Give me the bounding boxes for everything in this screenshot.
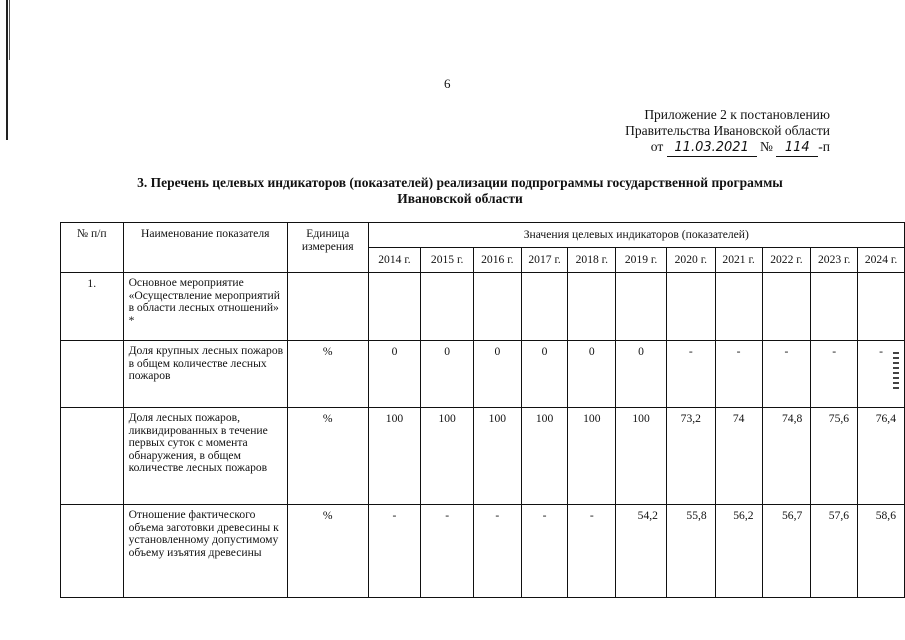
indicator-name: Основное мероприятие «Осуществление мероприятий в области лесных отношений» * xyxy=(123,273,287,341)
value-cell: 0 xyxy=(421,341,474,408)
value-cell: - xyxy=(715,341,762,408)
value-cell: - xyxy=(521,505,568,598)
value-cell: 100 xyxy=(616,408,667,505)
value-cell: 0 xyxy=(521,341,568,408)
value-cell xyxy=(858,273,905,341)
value-cell: 55,8 xyxy=(666,505,715,598)
value-cell xyxy=(421,273,474,341)
value-cell: 0 xyxy=(568,341,616,408)
value-cell: 56,7 xyxy=(762,505,811,598)
resolution-date: 11.03.2021 xyxy=(667,140,757,157)
value-cell: 100 xyxy=(473,408,521,505)
value-cell: 100 xyxy=(421,408,474,505)
row-number xyxy=(61,341,124,408)
value-cell: 56,2 xyxy=(715,505,762,598)
value-cell: 74,8 xyxy=(762,408,811,505)
title-line-2: Ивановской области xyxy=(397,191,523,206)
value-cell xyxy=(568,273,616,341)
page-number: 6 xyxy=(444,76,451,91)
value-cell: 76,4 xyxy=(858,408,905,505)
from-label: от xyxy=(650,139,664,154)
indicator-name: Доля лесных пожаров, ликвидированных в течение первых суток с момента обнаружения, в общем количестве лесных пожаров xyxy=(123,408,287,505)
indicators-table xyxy=(60,222,905,598)
number-label: № xyxy=(760,139,773,154)
appendix-line-2: Правительства Ивановской области xyxy=(625,123,830,138)
value-cell: - xyxy=(568,505,616,598)
year-header: 2023 г. xyxy=(811,248,858,273)
value-cell xyxy=(521,273,568,341)
value-cell: 57,6 xyxy=(811,505,858,598)
value-cell: - xyxy=(762,341,811,408)
title-line-1: 3. Перечень целевых индикаторов (показателей) реализации подпрограммы государственной программы xyxy=(137,175,783,190)
value-cell: 0 xyxy=(616,341,667,408)
scan-edge-mark-thin xyxy=(9,0,10,60)
value-cell xyxy=(616,273,667,341)
year-header: 2024 г. xyxy=(858,248,905,273)
header-name: Наименование показателя xyxy=(123,223,287,273)
table-row xyxy=(61,505,905,598)
year-header: 2018 г. xyxy=(568,248,616,273)
value-cell: - xyxy=(473,505,521,598)
appendix-header xyxy=(625,107,830,157)
value-cell: 0 xyxy=(368,341,421,408)
value-cell: 75,6 xyxy=(811,408,858,505)
row-number xyxy=(61,505,124,598)
value-cell xyxy=(666,273,715,341)
year-header: 2021 г. xyxy=(715,248,762,273)
value-cell xyxy=(368,273,421,341)
value-cell: 74 xyxy=(715,408,762,505)
value-cell xyxy=(762,273,811,341)
indicator-unit: % xyxy=(287,505,368,598)
scan-edge-mark xyxy=(6,0,8,140)
table-row xyxy=(61,273,905,341)
value-cell: - xyxy=(368,505,421,598)
indicator-unit xyxy=(287,273,368,341)
row-number xyxy=(61,408,124,505)
row-number: 1. xyxy=(61,273,124,341)
value-cell xyxy=(811,273,858,341)
year-header: 2017 г. xyxy=(521,248,568,273)
year-header: 2020 г. xyxy=(666,248,715,273)
year-header: 2016 г. xyxy=(473,248,521,273)
value-cell: 0 xyxy=(473,341,521,408)
value-cell: - xyxy=(858,341,905,408)
value-cell xyxy=(473,273,521,341)
value-cell: 100 xyxy=(521,408,568,505)
value-cell: 73,2 xyxy=(666,408,715,505)
value-cell: 58,6 xyxy=(858,505,905,598)
year-header: 2022 г. xyxy=(762,248,811,273)
header-num: № п/п xyxy=(61,223,124,273)
value-cell: - xyxy=(666,341,715,408)
value-cell: 100 xyxy=(568,408,616,505)
year-header: 2015 г. xyxy=(421,248,474,273)
year-header: 2019 г. xyxy=(616,248,667,273)
value-cell xyxy=(715,273,762,341)
indicator-unit: % xyxy=(287,341,368,408)
resolution-number: 114 xyxy=(776,140,818,157)
number-suffix: -п xyxy=(818,139,830,154)
indicator-name: Отношение фактического объема заготовки древесины к установленному допустимому объему изъятия древесины xyxy=(123,505,287,598)
table-row xyxy=(61,408,905,505)
header-values: Значения целевых индикаторов (показателей) xyxy=(368,223,904,248)
document-title xyxy=(60,175,860,207)
value-cell: 54,2 xyxy=(616,505,667,598)
indicator-name: Доля крупных лесных пожаров в общем количестве лесных пожаров xyxy=(123,341,287,408)
value-cell: 100 xyxy=(368,408,421,505)
header-unit: Единица измерения xyxy=(287,223,368,273)
value-cell: - xyxy=(421,505,474,598)
value-cell: - xyxy=(811,341,858,408)
table-row xyxy=(61,341,905,408)
appendix-date-line xyxy=(625,139,830,157)
year-header: 2014 г. xyxy=(368,248,421,273)
indicator-unit: % xyxy=(287,408,368,505)
appendix-line-1: Приложение 2 к постановлению xyxy=(644,107,830,122)
